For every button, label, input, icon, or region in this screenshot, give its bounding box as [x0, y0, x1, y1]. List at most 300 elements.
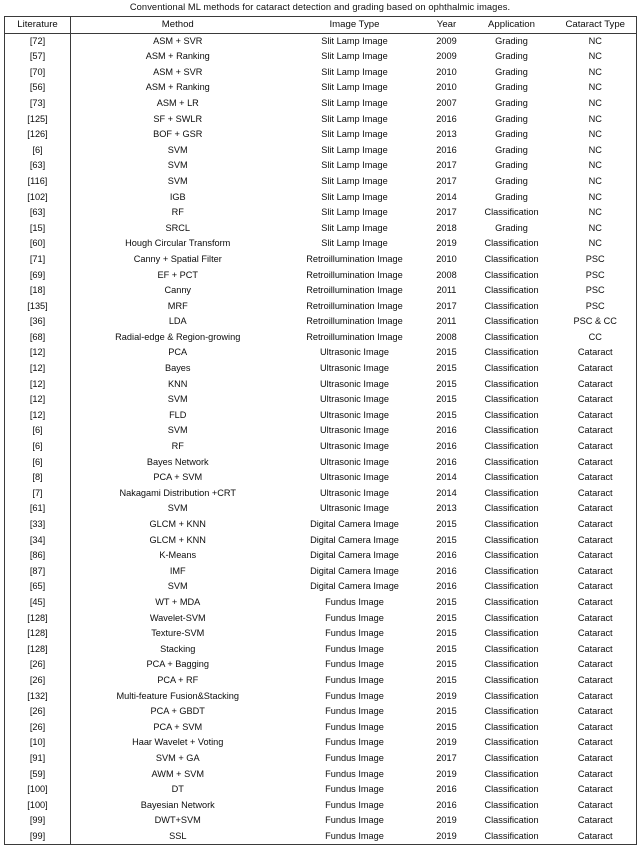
cell-year: 2019 — [425, 829, 469, 845]
cell-literature: [63] — [5, 158, 71, 174]
cell-image-type: Retroillumination Image — [306, 331, 403, 342]
cell-literature: [126] — [5, 127, 71, 143]
cell-literature: [12] — [5, 377, 71, 393]
cell-cataract-type: NC — [555, 65, 637, 81]
cell-cataract-type: Cataract — [555, 611, 637, 627]
table-header-row — [5, 17, 637, 34]
cell-cataract-type: NC — [555, 221, 637, 237]
cell-literature: [125] — [5, 112, 71, 128]
cell-application: Classification — [484, 706, 539, 717]
cell-application: Classification — [484, 565, 539, 576]
cell-literature: [60] — [5, 236, 71, 252]
table-row — [5, 268, 637, 284]
table-row — [5, 299, 637, 315]
cell-application: Classification — [484, 799, 539, 810]
cell-year: 2016 — [436, 581, 457, 592]
column-header-method: Method — [71, 17, 285, 34]
cell-year: 2015 — [436, 394, 457, 405]
cell-literature: [73] — [5, 96, 71, 112]
cell-cataract-type: Cataract — [555, 564, 637, 580]
cell-method: PCA + Bagging — [146, 659, 210, 670]
cell-image-type: Slit Lamp Image — [321, 238, 388, 249]
cell-cataract-type: NC — [555, 236, 637, 252]
cell-cataract-type: Cataract — [555, 704, 637, 720]
cell-cataract-type: Cataract — [555, 642, 637, 658]
cell-year: 2009 — [436, 35, 457, 46]
cell-literature: [99] — [5, 813, 71, 829]
cell-application: Grading — [495, 97, 528, 108]
cell-image-type: Ultrasonic Image — [320, 425, 389, 436]
cell-image-type: Digital Camera Image — [310, 534, 399, 545]
cell-year: 2015 — [436, 674, 457, 685]
cell-image-type: Retroillumination Image — [306, 316, 403, 327]
cell-method: DWT+SVM — [154, 815, 201, 826]
cell-literature: [36] — [5, 314, 71, 330]
cell-method: Bayes Network — [146, 456, 209, 467]
cell-literature: [26] — [5, 673, 71, 689]
cell-year: 2017 — [436, 207, 457, 218]
cell-image-type: Ultrasonic Image — [320, 378, 389, 389]
cell-cataract-type: Cataract — [555, 673, 637, 689]
cell-literature: [12] — [5, 408, 71, 424]
cell-application: Classification — [484, 347, 539, 358]
cell-literature: [34] — [5, 533, 71, 549]
table-row — [5, 767, 637, 783]
cell-literature: [100] — [5, 782, 71, 798]
cell-cataract-type: Cataract — [555, 392, 637, 408]
cell-application: Classification — [484, 207, 539, 218]
cell-cataract-type: Cataract — [555, 720, 637, 736]
cell-image-type: Ultrasonic Image — [320, 363, 389, 374]
cell-method: K-Means — [159, 550, 197, 561]
cell-method: ASM + Ranking — [145, 82, 210, 93]
cell-method: Canny — [164, 285, 192, 296]
cell-cataract-type: Cataract — [555, 408, 637, 424]
cell-literature: [57] — [5, 49, 71, 65]
cell-year: 2009 — [436, 51, 457, 62]
cell-image-type: Fundus Image — [325, 628, 384, 639]
cell-application: Classification — [484, 441, 539, 452]
cell-method: SVM — [167, 425, 188, 436]
cell-image-type: Fundus Image — [325, 799, 384, 810]
cell-year: 2019 — [436, 737, 457, 748]
cell-cataract-type: NC — [555, 190, 637, 206]
cell-year: 2016 — [436, 113, 457, 124]
cell-method: Wavelet-SVM — [149, 612, 206, 623]
cell-image-type: Slit Lamp Image — [321, 35, 388, 46]
cell-image-type: Fundus Image — [325, 784, 384, 795]
table-row — [5, 533, 637, 549]
cell-image-type: Slit Lamp Image — [321, 129, 388, 140]
table-row — [5, 33, 637, 49]
cell-cataract-type: PSC — [555, 299, 637, 315]
cell-method: WT + MDA — [155, 596, 201, 607]
table-row — [5, 642, 637, 658]
cell-image-type: Slit Lamp Image — [321, 191, 388, 202]
table-row — [5, 392, 637, 408]
cell-method: IMF — [169, 565, 186, 576]
table-row — [5, 205, 637, 221]
table-row — [5, 689, 637, 705]
cell-cataract-type: Cataract — [555, 439, 637, 455]
cell-method: ASM + SVR — [153, 66, 203, 77]
cell-cataract-type: Cataract — [555, 377, 637, 393]
cell-literature: [135] — [5, 299, 71, 315]
cell-year: 2013 — [436, 503, 457, 514]
cell-image-type: Slit Lamp Image — [321, 82, 388, 93]
table-row — [5, 96, 637, 112]
cell-year: 2015 — [436, 628, 457, 639]
cell-cataract-type: Cataract — [555, 767, 637, 783]
cell-year: 2017 — [436, 160, 457, 171]
cell-application: Classification — [484, 456, 539, 467]
cell-year: 2019 — [436, 238, 457, 249]
cell-literature: [56] — [5, 80, 71, 96]
table-row — [5, 735, 637, 751]
table-row — [5, 798, 637, 814]
cell-year: 2015 — [436, 363, 457, 374]
cell-year: 2010 — [436, 253, 457, 264]
cell-application: Classification — [484, 316, 539, 327]
cell-method: Bayesian Network — [140, 799, 215, 810]
cell-image-type: Digital Camera Image — [310, 519, 399, 529]
cell-image-type: Digital Camera Image — [310, 581, 399, 592]
column-header-cataract-type: Cataract Type — [555, 17, 637, 34]
cell-cataract-type: NC — [555, 158, 637, 174]
cell-application: Classification — [484, 378, 539, 389]
cell-method: BOF + GSR — [153, 129, 203, 140]
cell-application: Classification — [484, 643, 539, 654]
cell-year: 2015 — [436, 519, 457, 529]
cell-image-type: Ultrasonic Image — [320, 441, 389, 452]
cell-method: Stacking — [160, 643, 196, 654]
cell-image-type: Slit Lamp Image — [321, 160, 388, 171]
cell-literature: [26] — [5, 704, 71, 720]
cell-application: Grading — [495, 129, 528, 140]
cell-cataract-type: Cataract — [555, 533, 637, 549]
cell-literature: [102] — [5, 190, 71, 206]
cell-method: DT — [171, 784, 184, 795]
cell-year: 2015 — [436, 659, 457, 670]
cell-image-type: Ultrasonic Image — [320, 503, 389, 514]
cell-application: Classification — [484, 300, 539, 311]
cell-application: Classification — [484, 659, 539, 670]
cell-method: SVM — [167, 581, 188, 592]
cell-cataract-type: Cataract — [555, 626, 637, 642]
cell-application: Grading — [495, 144, 528, 155]
cell-method: FLD — [169, 409, 187, 420]
table-row — [5, 174, 637, 190]
conventional-ml-methods-table — [4, 16, 637, 845]
cell-cataract-type: NC — [555, 49, 637, 65]
cell-year: 2016 — [436, 550, 457, 561]
cell-year: 2018 — [436, 222, 457, 233]
cell-application: Classification — [484, 612, 539, 623]
cell-cataract-type: Cataract — [555, 595, 637, 611]
cell-literature: [132] — [5, 689, 71, 705]
cell-application: Grading — [495, 35, 528, 46]
cell-method: ASM + LR — [156, 97, 199, 108]
cell-year: 2016 — [436, 425, 457, 436]
cell-application: Classification — [484, 550, 539, 561]
cell-method: IGB — [169, 191, 186, 202]
cell-application: Classification — [484, 519, 539, 529]
cell-application: Classification — [484, 331, 539, 342]
cell-method: PCA + SVM — [153, 721, 203, 732]
cell-application: Classification — [484, 596, 539, 607]
cell-literature: [26] — [5, 720, 71, 736]
table-row — [5, 314, 637, 330]
table-header — [5, 17, 637, 34]
table-row — [5, 782, 637, 798]
cell-year: 2007 — [436, 97, 457, 108]
cell-year: 2019 — [436, 768, 457, 779]
table-row — [5, 751, 637, 767]
cell-application: Grading — [495, 113, 528, 124]
cell-application: Classification — [484, 363, 539, 374]
cell-literature: [6] — [5, 423, 71, 439]
cell-literature: [128] — [5, 626, 71, 642]
cell-application: Classification — [484, 285, 539, 296]
cell-image-type: Fundus Image — [325, 612, 384, 623]
cell-literature: [100] — [5, 798, 71, 814]
cell-literature: [12] — [5, 392, 71, 408]
cell-application: Classification — [484, 690, 539, 701]
cell-cataract-type: NC — [555, 112, 637, 128]
cell-application: Classification — [484, 472, 539, 483]
table-row — [5, 127, 637, 143]
table-row — [5, 611, 637, 627]
cell-cataract-type: Cataract — [555, 517, 637, 533]
cell-application: Grading — [495, 222, 528, 233]
cell-literature: [26] — [5, 657, 71, 673]
cell-image-type: Slit Lamp Image — [321, 97, 388, 108]
table-row — [5, 143, 637, 159]
cell-cataract-type: NC — [555, 143, 637, 159]
column-header-year: Year — [425, 17, 469, 34]
table-row — [5, 564, 637, 580]
cell-image-type: Slit Lamp Image — [321, 207, 388, 218]
cell-literature: [33] — [5, 517, 71, 533]
cell-image-type: Fundus Image — [325, 643, 384, 654]
cell-image-type: Retroillumination Image — [306, 300, 403, 311]
cell-image-type: Retroillumination Image — [306, 253, 403, 264]
table-row — [5, 408, 637, 424]
cell-year: 2015 — [436, 721, 457, 732]
cell-application: Classification — [484, 534, 539, 545]
table-row — [5, 579, 637, 595]
cell-cataract-type: CC — [555, 330, 637, 346]
table-row — [5, 80, 637, 96]
cell-cataract-type: Cataract — [555, 657, 637, 673]
cell-year: 2015 — [436, 596, 457, 607]
cell-method: RF — [171, 207, 184, 218]
cell-image-type: Slit Lamp Image — [321, 144, 388, 155]
cell-literature: [128] — [5, 611, 71, 627]
table-row — [5, 190, 637, 206]
cell-literature: [116] — [5, 174, 71, 190]
cell-year: 2016 — [436, 799, 457, 810]
cell-year: 2019 — [436, 815, 457, 826]
cell-year: 2015 — [436, 378, 457, 389]
cell-application: Grading — [495, 191, 528, 202]
cell-year: 2014 — [436, 487, 457, 498]
cell-cataract-type: NC — [555, 127, 637, 143]
cell-method: SVM — [167, 503, 188, 514]
cell-method: Haar Wavelet + Voting — [132, 737, 224, 748]
table-row — [5, 626, 637, 642]
cell-year: 2014 — [436, 472, 457, 483]
table-row — [5, 252, 637, 268]
cell-image-type: Ultrasonic Image — [320, 347, 389, 358]
cell-application: Grading — [495, 66, 528, 77]
table-row — [5, 595, 637, 611]
cell-image-type: Fundus Image — [325, 721, 384, 732]
column-header-application: Application — [469, 17, 555, 34]
cell-method: EF + PCT — [157, 269, 199, 280]
cell-method: Multi-feature Fusion&Stacking — [116, 690, 240, 701]
cell-literature: [69] — [5, 268, 71, 284]
cell-image-type: Fundus Image — [325, 674, 384, 685]
table-row — [5, 517, 637, 533]
cell-literature: [63] — [5, 205, 71, 221]
table-row — [5, 829, 637, 845]
cell-cataract-type: Cataract — [555, 798, 637, 814]
cell-application: Classification — [484, 425, 539, 436]
cell-method: SF + SWLR — [153, 113, 203, 124]
cell-application: Classification — [484, 674, 539, 685]
cell-method: AWM + SVM — [151, 768, 204, 779]
cell-year: 2016 — [436, 441, 457, 452]
cell-method: MRF — [167, 300, 188, 311]
cell-method: RF — [171, 441, 184, 452]
cell-image-type: Ultrasonic Image — [320, 409, 389, 420]
cell-year: 2019 — [436, 690, 457, 701]
cell-year: 2015 — [436, 643, 457, 654]
cell-application: Classification — [484, 628, 539, 639]
cell-year: 2017 — [436, 175, 457, 186]
cell-cataract-type: Cataract — [555, 470, 637, 486]
cell-cataract-type: NC — [555, 205, 637, 221]
cell-image-type: Fundus Image — [325, 690, 384, 701]
table-row — [5, 377, 637, 393]
cell-application: Classification — [484, 815, 539, 826]
cell-image-type: Slit Lamp Image — [321, 175, 388, 186]
cell-application: Classification — [484, 253, 539, 264]
table-row — [5, 720, 637, 736]
cell-year: 2016 — [436, 456, 457, 467]
cell-application: Grading — [495, 51, 528, 62]
cell-literature: [128] — [5, 642, 71, 658]
cell-image-type: Ultrasonic Image — [320, 456, 389, 467]
table-row — [5, 330, 637, 346]
cell-application: Grading — [495, 175, 528, 186]
cell-literature: [6] — [5, 143, 71, 159]
cell-literature: [45] — [5, 595, 71, 611]
cell-cataract-type: Cataract — [555, 423, 637, 439]
cell-image-type: Fundus Image — [325, 659, 384, 670]
cell-cataract-type: Cataract — [555, 751, 637, 767]
cell-literature: [59] — [5, 767, 71, 783]
cell-year: 2008 — [436, 331, 457, 342]
table-row — [5, 283, 637, 299]
cell-image-type: Slit Lamp Image — [321, 222, 388, 233]
cell-cataract-type: Cataract — [555, 455, 637, 471]
cell-literature: [65] — [5, 579, 71, 595]
cell-method: SVM — [167, 394, 188, 405]
cell-image-type: Fundus Image — [325, 752, 384, 763]
cell-application: Classification — [484, 269, 539, 280]
cell-cataract-type: NC — [555, 80, 637, 96]
cell-year: 2015 — [436, 612, 457, 623]
table-row — [5, 236, 637, 252]
table-row — [5, 673, 637, 689]
table-row — [5, 65, 637, 81]
cell-image-type: Ultrasonic Image — [320, 487, 389, 498]
cell-image-type: Slit Lamp Image — [321, 113, 388, 124]
cell-year: 2011 — [436, 285, 457, 296]
table-row — [5, 112, 637, 128]
cell-image-type: Fundus Image — [285, 829, 425, 845]
cell-method: PCA + GBDT — [150, 706, 205, 717]
cell-method: Hough Circular Transform — [125, 238, 231, 249]
cell-cataract-type: PSC — [555, 283, 637, 299]
cell-method: SVM — [167, 160, 188, 171]
cell-method: SVM — [167, 144, 188, 155]
cell-method: LDA — [168, 316, 187, 327]
cell-cataract-type: NC — [555, 174, 637, 190]
table-row — [5, 657, 637, 673]
cell-application: Classification — [484, 503, 539, 514]
cell-year: 2015 — [436, 347, 457, 358]
cell-cataract-type: Cataract — [555, 735, 637, 751]
table-row — [5, 221, 637, 237]
cell-literature: [72] — [5, 33, 71, 49]
cell-image-type: Ultrasonic Image — [320, 394, 389, 405]
cell-method: Radial-edge & Region-growing — [115, 331, 241, 342]
cell-method: KNN — [168, 378, 188, 389]
cell-image-type: Digital Camera Image — [310, 565, 399, 576]
cell-application: Classification — [484, 752, 539, 763]
cell-image-type: Fundus Image — [325, 596, 384, 607]
cell-application: Classification — [484, 721, 539, 732]
cell-application: Classification — [484, 487, 539, 498]
cell-application: Classification — [484, 768, 539, 779]
cell-image-type: Fundus Image — [325, 768, 384, 779]
cell-cataract-type: PSC — [555, 268, 637, 284]
cell-method: Nakagami Distribution +CRT — [119, 487, 236, 498]
cell-method: PCA + SVM — [153, 472, 203, 483]
cell-application: Grading — [495, 82, 528, 93]
cell-year: 2016 — [436, 565, 457, 576]
cell-literature: [12] — [5, 361, 71, 377]
cell-method: GLCM + KNN — [149, 519, 206, 529]
cell-application: Classification — [484, 238, 539, 249]
cell-literature: [61] — [5, 501, 71, 517]
cell-year: 2015 — [436, 534, 457, 545]
cell-literature: [99] — [5, 829, 71, 845]
cell-literature: [18] — [5, 283, 71, 299]
cell-cataract-type: Cataract — [555, 486, 637, 502]
cell-year: 2014 — [436, 191, 457, 202]
cell-literature: [10] — [5, 735, 71, 751]
table-row — [5, 361, 637, 377]
cell-method: SSL — [71, 829, 285, 845]
cell-image-type: Fundus Image — [325, 737, 384, 748]
cell-cataract-type: Cataract — [555, 345, 637, 361]
cell-literature: [71] — [5, 252, 71, 268]
cell-method: ASM + Ranking — [145, 51, 210, 62]
